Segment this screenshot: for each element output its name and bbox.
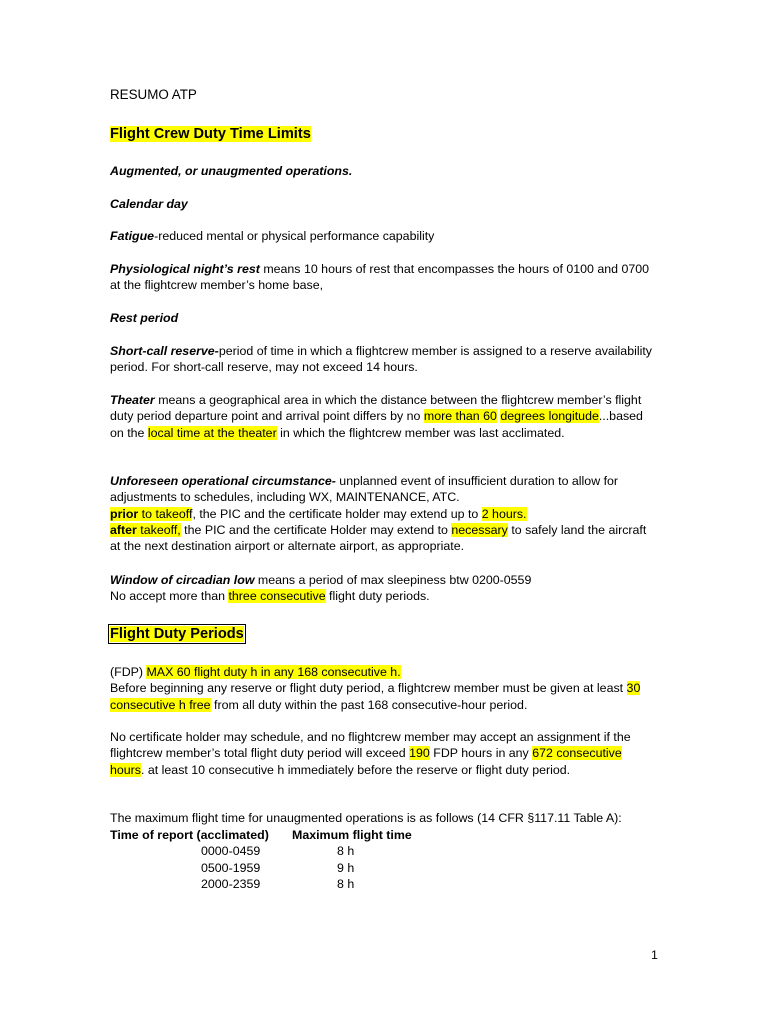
max-time-cell: 9 h <box>337 860 355 875</box>
consecutive-fdp-line: No accept more than three consecutive flight duty periods. <box>110 589 430 604</box>
unforeseen-circumstance-definition <box>110 473 658 554</box>
time-cell: 2000-2359 <box>201 876 261 891</box>
document-title: RESUMO ATP <box>110 87 197 102</box>
fatigue-definition: Fatigue-reduced mental or physical performance capability <box>110 229 435 243</box>
after-takeoff-line: after takeoff, the PIC and the certificate Holder may extend to necessary to safely land the aircraft at the next destination airport or alternate airport, as appropriate. <box>110 522 647 554</box>
max-time-cell: 8 h <box>337 876 355 891</box>
fdp-max-line: (FDP) MAX 60 flight duty h in any 168 consecutive h. <box>110 665 401 679</box>
section-heading-duty-limits: Flight Crew Duty Time Limits <box>110 126 311 142</box>
flight-time-table <box>110 827 658 892</box>
table-header <box>110 827 658 843</box>
page-number: 1 <box>651 948 658 962</box>
wocl-definition <box>110 572 658 605</box>
rest-period-line: Rest period <box>110 311 179 325</box>
no-certificate-paragraph: No certificate holder may schedule, and no flightcrew member may accept an assignment if the flightcrew member’s total flight duty period will exceed 190 FDP hours in any 672 consecutive hours. at least 10 consecutive h immediately before the reserve or flight duty period. <box>110 730 631 777</box>
physiological-rest-definition: Physiological night’s rest means 10 hours of rest that encompasses the hours of 0100 and 0700 at the flightcrew member’s home base, <box>110 262 650 293</box>
max-flight-time-intro: The maximum flight time for unaugmented operations is as follows (14 CFR §117.11 Table A): <box>110 811 622 825</box>
wocl-text: Window of circadian low means a period of max sleepiness btw 0200-0559 <box>110 573 532 587</box>
augmented-line: Augmented, or unaugmented operations. <box>110 164 353 178</box>
max-time-cell: 8 h <box>337 844 355 859</box>
column-header-time: Time of report (acclimated) <box>110 828 269 842</box>
section-heading-fdp: Flight Duty Periods <box>110 626 244 642</box>
table-row <box>110 843 658 859</box>
calendar-day-line: Calendar day <box>110 197 188 211</box>
fdp-paragraph <box>110 664 658 713</box>
before-beginning-text: Before beginning any reserve or flight duty period, a flightcrew member must be given at least 30 consecutive h free from all duty within the past 168 consecutive-hour period. <box>110 681 641 712</box>
prior-takeoff-line: prior to takeoff, the PIC and the certificate holder may extend up to 2 hours. <box>110 506 527 521</box>
table-row <box>110 860 658 876</box>
unforeseen-text: Unforeseen operational circumstance- unplanned event of insufficient duration to allow for adjustments to schedules, including WX, MAINTENANCE, ATC. <box>110 474 619 505</box>
column-header-max: Maximum flight time <box>292 828 412 842</box>
short-call-reserve-definition: Short-call reserve-period of time in which a flightcrew member is assigned to a reserve availability period. For short-call reserve, may not exceed 14 hours. <box>110 344 652 375</box>
table-row <box>110 876 658 892</box>
time-cell: 0000-0459 <box>201 844 261 859</box>
theater-definition: Theater means a geographical area in which the distance between the flightcrew member’s flight duty period departure point and arrival point differs by no more than 60 degrees longitude...based on the local time at the theater in which the flightcrew member was last acclimated. <box>110 393 643 440</box>
time-cell: 0500-1959 <box>201 860 261 875</box>
